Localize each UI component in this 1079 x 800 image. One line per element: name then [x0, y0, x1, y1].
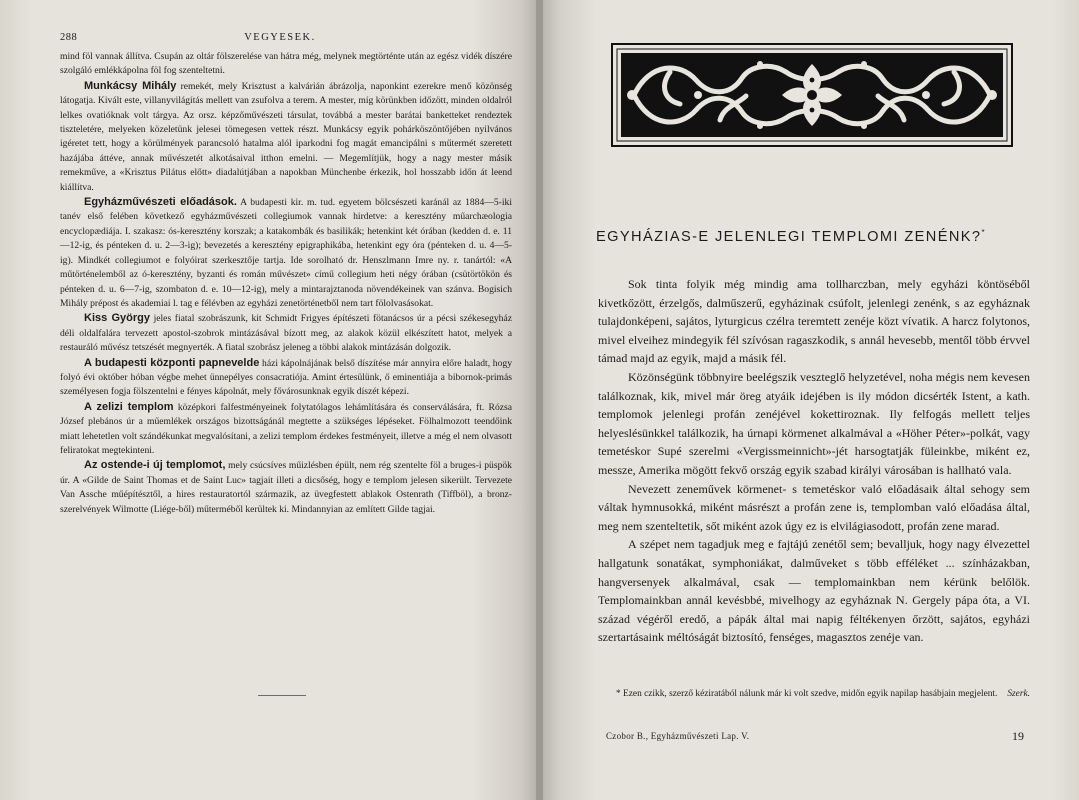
paragraph-text: mely csúcsíves műizlésben épült, nem rég szentelte föl a bruges-i püspök úr. A «Gilde de Saint Thomas et de Saint Luc» tagjait illeti a dicsőség, hogy e templom jelesen sikerült. Tervezete Van Assche műépítésztől, a hires restauratortól származik, az üvegfestett ablakok Ostenrath (Tiffböl), a bronz-szerelvények Wilmotte (Liége-ből) műterméből kerültek ki. Mindannyian az említett Gilde tagjai.	[60, 460, 512, 515]
news-paragraph	[60, 311, 512, 355]
article-title	[596, 228, 1046, 245]
news-paragraph	[60, 356, 512, 400]
article-paragraph: Közönségünk többnyire beelégszik veszteglő helyzetével, noha mégis nem kevesen találkoznak, kik, mivel már öreg atyáik idejében is ily módon dicsérték Istent, a kath. templomok jelenlegi profán zenéjével kokettiroznak. Ily felfogás mellett teljes helyeslésünkkel találkozik, ha úrnapi körmenet alkalmával a «Höher Péter»-polkát, vagy temetéskor Supé szerelmi «Vergissmeinnicht»-jét harsogtatják füleinkbe, miként ez, messze, Amerika mögött fekvő ország egyik szabad királyi városában is hallható vala.	[598, 369, 1030, 477]
left-running-head	[60, 32, 500, 46]
paragraph-lead: A budapesti központi papnevelde	[84, 356, 260, 369]
paragraph-text: remekét, mely Krisztust a kalvárián ábrázolja, naponkint ezerekre menő közönség látogatja. Kivált este, villanyvilágítás mellett van zsufolva a terem. A mester, míg körünkben időzött, minden oldalról lelkes ovatióknak volt tárgya. Az orsz. képzőművészeti társulat, továbbá a mester barátai banketteket rendeztek tiszteletére, melyeken közeletünk jelesei tömegesen vettek részt. Munkácsy egyik pohárköszöntőjében nyilvános igéretet tett, hogy a körülmények parancsoló hatalma alól iparkodni fog magát emancipálni s műtermét szeretett hazájába áttéve, annak művészetét alkotásaival itthon emelni. — Megemlítjük, hogy a nagy mester másik remekműve, a «Krisztus Pilátus előtt» diadalútjában a napokban Münchenbe érkezik, hol hosszabb időn át leend kiállítva.	[60, 80, 512, 193]
right-page-footer	[606, 729, 1024, 745]
news-paragraph	[60, 458, 512, 517]
paragraph-lead: Egyházművészeti előadások.	[84, 196, 237, 209]
news-paragraph	[60, 400, 512, 459]
news-paragraph	[60, 79, 512, 195]
article-paragraph: A szépet nem tagadjuk meg e fajtájú zenétől sem; bevalljuk, hogy nagy élvezettel hallgatunk sonatákat, symphoniákat, dalműveket s több efféléket ... színházakban, hangversenyek alkalmával, csak — templomainkban nem kérünk belőlök. Templomainkban annál kevésbbé, mivelhogy az egyháznak N. Gergely pápa óta, a VI. század végéről eredő, a pápák által mai napig féltékenyen őrzött, sajátos, egyházi szertartásaink méltóságát biztosító, fenséges, magasztos zenéje van.	[598, 537, 1030, 645]
paragraph-lead: Munkácsy Mihály	[84, 79, 177, 92]
footnote-signature: Szerk.	[1007, 689, 1030, 699]
footnote-text: * Ezen czikk, szerző kéziratából nálunk már ki volt szedve, midőn egyik napilap hasábjain megjelent.	[616, 689, 998, 699]
paragraph-lead: A zelizi templom	[84, 400, 174, 413]
left-body-text	[60, 50, 512, 517]
right-page-number: 19	[1012, 729, 1024, 743]
closing-rule	[258, 695, 306, 696]
paragraph-text: házi kápolnájának belső díszítése már annyira előre haladt, hogy folyó évi október hóban végbe mehet ünnepélyes consacratiója. Amint értesülünk, ő eminentiája a bibornok-primás személyesen fogja fölszentelni e fényes kápolnát, mely fővárosunknak egyik díszét képezi.	[60, 357, 512, 398]
left-page	[0, 0, 536, 800]
paragraph-text: középkori falfestményeinek folytatólagos lehámlítására és conserválására, ft. Rózsa József plebános úr a műemlékek országos bizottságánál megtette a szükséges lépéseket. Fölhalmozott teendőink miatt lehetetlen volt szándékunkat megvalósítani, a zelizi templom érdekes festményeit, illetve a még el nem olvasott feliratokat megtekinteni.	[60, 401, 512, 456]
paragraph-text: mind föl vannak állítva. Csupán az oltár fölszerelése van hátra még, melynek megtörténte után az egész vidék díszére szolgáló emlékkápolna föl fog szenteltetni.	[60, 51, 512, 77]
news-paragraph	[60, 50, 512, 79]
paragraph-lead: Az ostende-i új templomot,	[84, 459, 226, 472]
running-head-title: VEGYESEK.	[244, 32, 316, 43]
paragraph-text: jeles fiatal szobrászunk, kit Schmidt Frigyes építészeti fötanácsos úr a pécsi székesegyház déli oldalfalára tervezett apostol-szobrok mintázásával bízott meg, az alakok közül elkészített hatot, melyek a restauráló művész tetszését megnyerték. A fiatal szobrász jeleneg a többi alakok mintázásán dolgozik.	[60, 313, 512, 354]
footer-credit: Czobor B., Egyházművészeti Lap. V.	[606, 731, 750, 741]
footnote	[598, 688, 1030, 701]
paragraph-lead: Kiss György	[84, 312, 150, 325]
article-paragraph: Nevezett zeneművek körmenet- s temetéskor való előadásaik által sehogy sem váltak hymnusokká, miként másrészt a profán zene is, templomban való előadása által, meg nem szenteltetik, sőt miként azok úgy ez is elvilágiasodott, profán zene marad.	[598, 481, 1030, 533]
right-body-text	[598, 275, 1030, 647]
article-paragraph: Sok tinta folyik még mindig ama tollharczban, mely egyházi köntöséből kivetkőzött, érzelgős, dalműszerű, egyházinak csúfolt, jelenlegi zenénk, s az egyháznak tulajdonképeni, sajátos, lyturgicus czélra teremtett zenéje közt vívatik. A harcz folytonos, mivel elveihez mindegyik fél szívósan ragaszkodik, s annál hevesebb, mentől több érvvel támad majd az egyik, majd a másik fél.	[598, 277, 1030, 366]
left-page-number: 288	[60, 32, 78, 43]
paragraph-text: A budapesti kir. m. tud. egyetem bölcsészeti karánál az 1884—5-iki tanév első felében következő egyházművészeti collegiumok vannak hirdetve: a keresztény műarchæologia encyclopædiája. I. szakasz: ós-keresztény korszak; a katakombák és basilikák; hetenkint két órában (kedden d. e. 11—12-ig, és pénteken d. u. 2—3-ig); bevezetés a keresztény epigraphikába, hetenkint egy óra (pénteken d. u. 4—5-ig). Mindkét collegiumot e folyóirat szerkesztője tartja. Ide sorolható dr. Henszlmann Imre ny. r. tanártól: «A műtörténelemből az ó-keresztény, byzanti és román művészet» című collegium heti négy órában (csütörtökön és pénteken d. u. 6—7-ig, szombaton d. e. 10—12-ig), mely a mintarajztanoda növendékeinek van szánva. Bogisich Mihály prépost és akademiai l. tag e félévben az egyházi zenetörténetből nem tart fölolvasásokat.	[60, 197, 512, 309]
news-paragraph	[60, 195, 512, 311]
book-gutter	[536, 0, 543, 800]
article-title-text: EGYHÁZIAS-E JELENLEGI TEMPLOMI ZENÉNK?	[596, 228, 982, 245]
title-footnote-mark: *	[981, 228, 985, 237]
arabesque-headpiece-icon	[610, 42, 1014, 148]
